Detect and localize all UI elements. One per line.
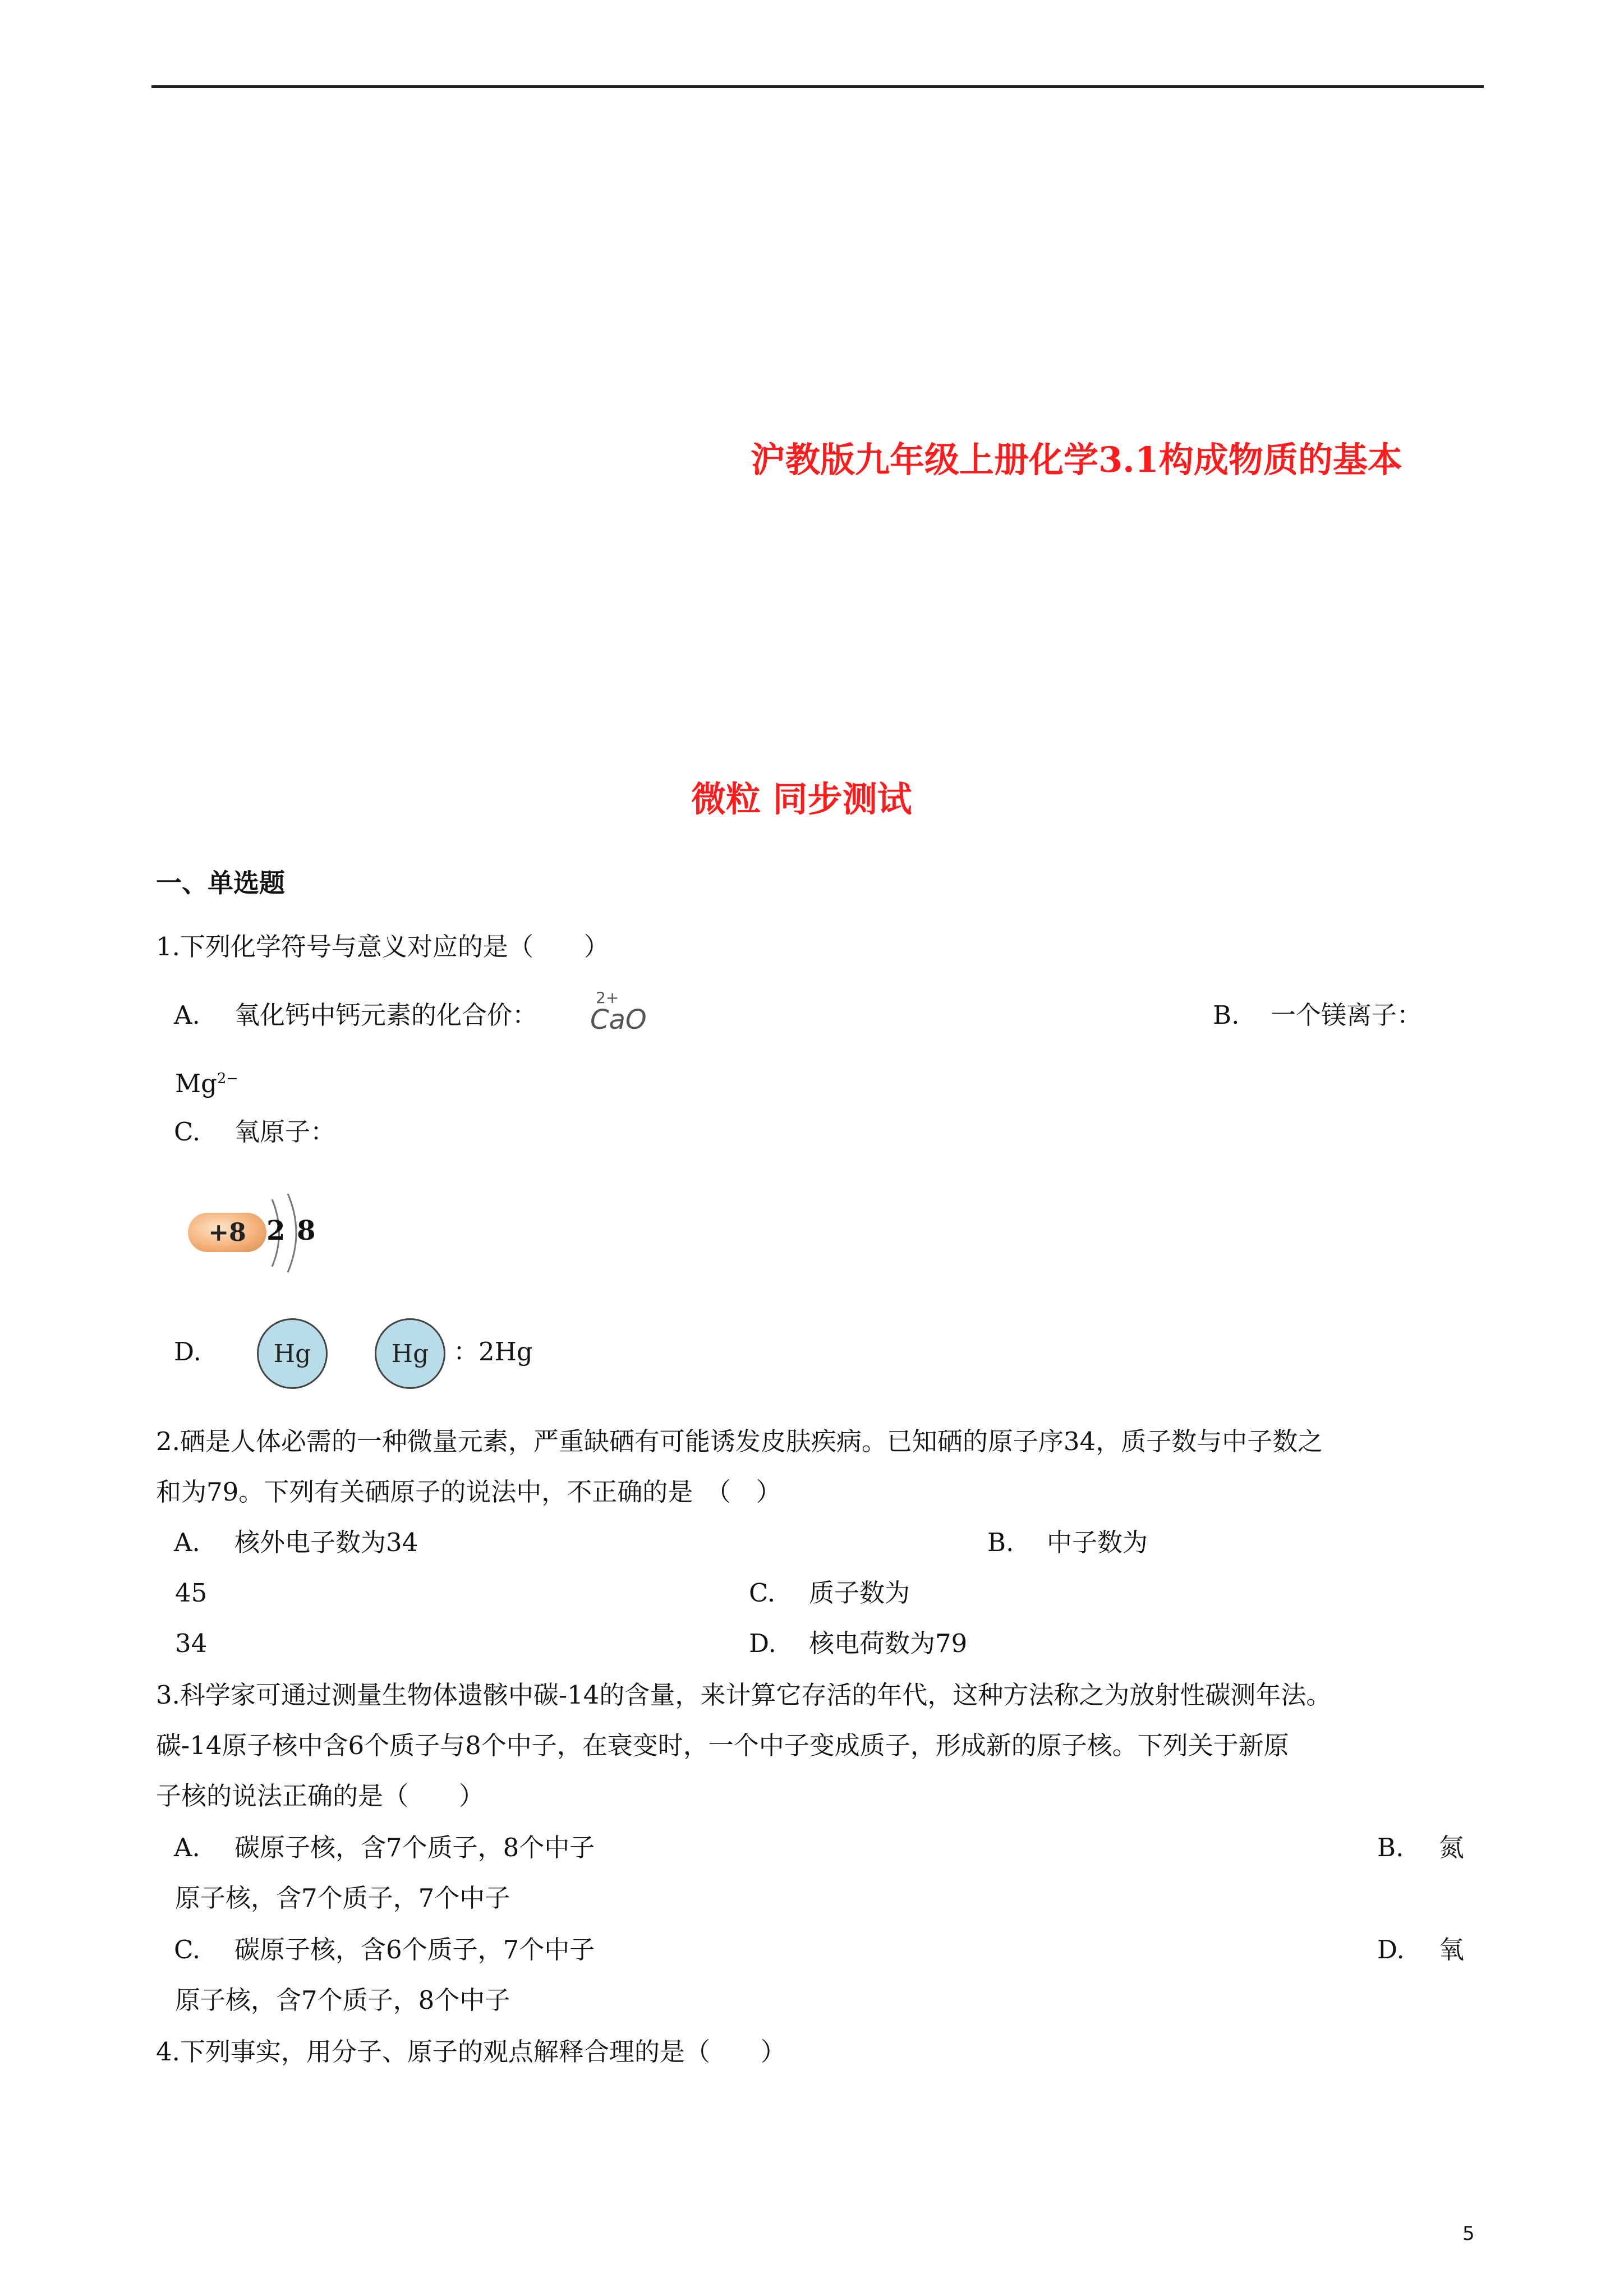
- mercury-atom-2: Hg: [375, 1318, 445, 1389]
- oxygen-nucleus: +8: [188, 1213, 266, 1252]
- q3-option-b-label: B.: [1377, 1833, 1404, 1862]
- section-heading: 一、单选题: [156, 868, 285, 898]
- q3-option-b-cont: 原子核，含7个质子，7个中子: [175, 1883, 510, 1913]
- q1-option-a-label: A.: [174, 1000, 200, 1030]
- doc-title-line2: 微粒 同步测试: [691, 779, 912, 820]
- q2-option-a-label: A.: [174, 1527, 200, 1557]
- q1-option-c-text: 氧原子：: [234, 1117, 336, 1147]
- q2-option-d-label: D.: [749, 1628, 776, 1658]
- q1-option-a-text: 氧化钙中钙元素的化合价：: [234, 1000, 538, 1030]
- mercury-atom-1: Hg: [257, 1318, 328, 1389]
- q3-stem-line3: 子核的说法正确的是（ ）: [156, 1781, 485, 1811]
- q3-option-a-text: 碳原子核，含7个质子，8个中子: [234, 1833, 595, 1862]
- q2-option-c-label: C.: [749, 1578, 776, 1608]
- q1-option-c-label: C.: [174, 1117, 201, 1147]
- q1-option-d-label: D.: [174, 1337, 201, 1366]
- mg-symbol: Mg: [175, 1069, 217, 1098]
- q2-option-c-text: 质子数为: [809, 1578, 910, 1608]
- q1-option-b-text: 一个镁离子：: [1271, 1000, 1423, 1030]
- q4-stem: 4.下列事实，用分子、原子的观点解释合理的是（ ）: [156, 2037, 786, 2067]
- q2-option-b-cont: 45: [175, 1578, 208, 1608]
- q1-option-a-charge: 2+: [596, 988, 619, 1007]
- q1-option-a-formula: CaO: [590, 1004, 647, 1036]
- page-number: 5: [1462, 2223, 1475, 2245]
- header-rule: [151, 85, 1484, 88]
- q3-stem-line2: 碳-14原子核中含6个质子与8个中子，在衰变时，一个中子变成质子，形成新的原子核。下列关于新原: [156, 1731, 1289, 1760]
- q2-option-d-text: 核电荷数为79: [809, 1628, 968, 1658]
- q1-option-b-symbol: [175, 1067, 238, 1101]
- q2-option-a-text: 核外电子数为34: [234, 1527, 418, 1557]
- q1-option-b-label: B.: [1213, 1000, 1240, 1030]
- q2-option-b-label: B.: [987, 1527, 1014, 1557]
- electron-shell-numbers: 2 8: [266, 1215, 317, 1246]
- q2-stem-line2: 和为79。下列有关硒原子的说法中，不正确的是 （ ）: [156, 1477, 781, 1507]
- q3-option-a-label: A.: [174, 1833, 200, 1862]
- q2-stem-line1: 2.硒是人体必需的一种微量元素，严重缺硒有可能诱发皮肤疾病。已知硒的原子序34，质子数与中子数之: [156, 1427, 1323, 1456]
- q3-option-d-cont: 原子核，含7个质子，8个中子: [175, 1985, 510, 2015]
- q1-stem: 1.下列化学符号与意义对应的是（ ）: [156, 932, 609, 961]
- q3-option-d-text: 氧: [1439, 1935, 1465, 1964]
- oxygen-atom-diagram: [188, 1189, 334, 1279]
- q3-stem-line1: 3.科学家可通过测量生物体遗骸中碳-14的含量，来计算它存活的年代，这种方法称之为放射性碳测年法。: [156, 1680, 1332, 1710]
- q2-option-c-cont: 34: [175, 1628, 208, 1658]
- q3-option-c-label: C.: [174, 1935, 201, 1964]
- q3-option-b-text: 氮: [1439, 1833, 1465, 1862]
- doc-title-line1: 沪教版九年级上册化学3.1构成物质的基本: [751, 439, 1402, 480]
- mg-charge: 2−: [217, 1070, 239, 1087]
- q1-option-d-text: ：2Hg: [453, 1337, 533, 1366]
- q3-option-c-text: 碳原子核，含6个质子，7个中子: [234, 1935, 595, 1964]
- q3-option-d-label: D.: [1377, 1935, 1405, 1964]
- q2-option-b-text: 中子数为: [1047, 1527, 1148, 1557]
